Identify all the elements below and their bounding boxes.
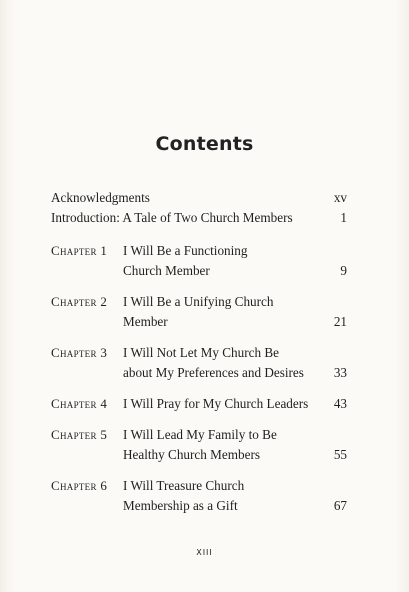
toc-entry-title: Introduction: A Tale of Two Church Members [51, 210, 293, 225]
toc-chapter-4 [51, 394, 347, 414]
chapter-title [123, 343, 347, 383]
toc-entry-page: 1 [340, 210, 347, 225]
toc-chapter-1 [51, 241, 347, 281]
table-of-contents [51, 188, 347, 516]
chapter-title-line: Membership as a Gift [123, 498, 238, 513]
chapter-label: Chapter 1 [51, 243, 108, 258]
toc-entry-introduction [51, 208, 347, 228]
chapter-page: 55 [333, 447, 347, 462]
chapter-label: Chapter 4 [51, 396, 108, 411]
toc-chapter-5 [51, 425, 347, 465]
chapter-title-line: I Will Be a Unifying Church Member [123, 294, 274, 329]
toc-chapter-2 [51, 292, 347, 332]
page-number: XIII [196, 548, 213, 557]
toc-chapter-3 [51, 343, 347, 383]
chapter-title-line: Church Member [123, 263, 210, 278]
page-title: Contents [155, 133, 254, 155]
chapter-page: 67 [333, 498, 347, 513]
chapter-page: 33 [333, 365, 347, 380]
chapter-page: 9 [340, 263, 347, 278]
chapter-title [123, 241, 347, 281]
chapter-title-line: I Will Pray for My Church Leaders [123, 396, 309, 411]
chapter-title-line: Healthy Church Members [123, 447, 260, 462]
chapter-label: Chapter 2 [51, 294, 108, 309]
chapter-title-line: I Will Treasure Church [123, 478, 245, 493]
toc-entry-title: Acknowledgments [51, 190, 150, 205]
chapter-title [123, 425, 347, 465]
toc-entry-page: xv [333, 190, 347, 205]
chapter-page: 43 [333, 396, 347, 411]
chapter-title-line: I Will Be a Functioning [123, 243, 248, 258]
chapter-title-line: I Will Lead My Family to Be [123, 427, 277, 442]
toc-chapter-6 [51, 476, 347, 516]
chapter-title [123, 292, 347, 332]
chapter-title-line: about My Preferences and Desires [123, 365, 304, 380]
chapter-title-line: I Will Not Let My Church Be [123, 345, 279, 360]
chapter-label: Chapter 5 [51, 427, 108, 442]
chapter-label: Chapter 3 [51, 345, 108, 360]
chapter-title [123, 476, 347, 516]
chapter-title [123, 394, 347, 414]
chapter-label: Chapter 6 [51, 478, 108, 493]
toc-entry-acknowledgments [51, 188, 347, 208]
chapter-page: 21 [333, 314, 347, 329]
